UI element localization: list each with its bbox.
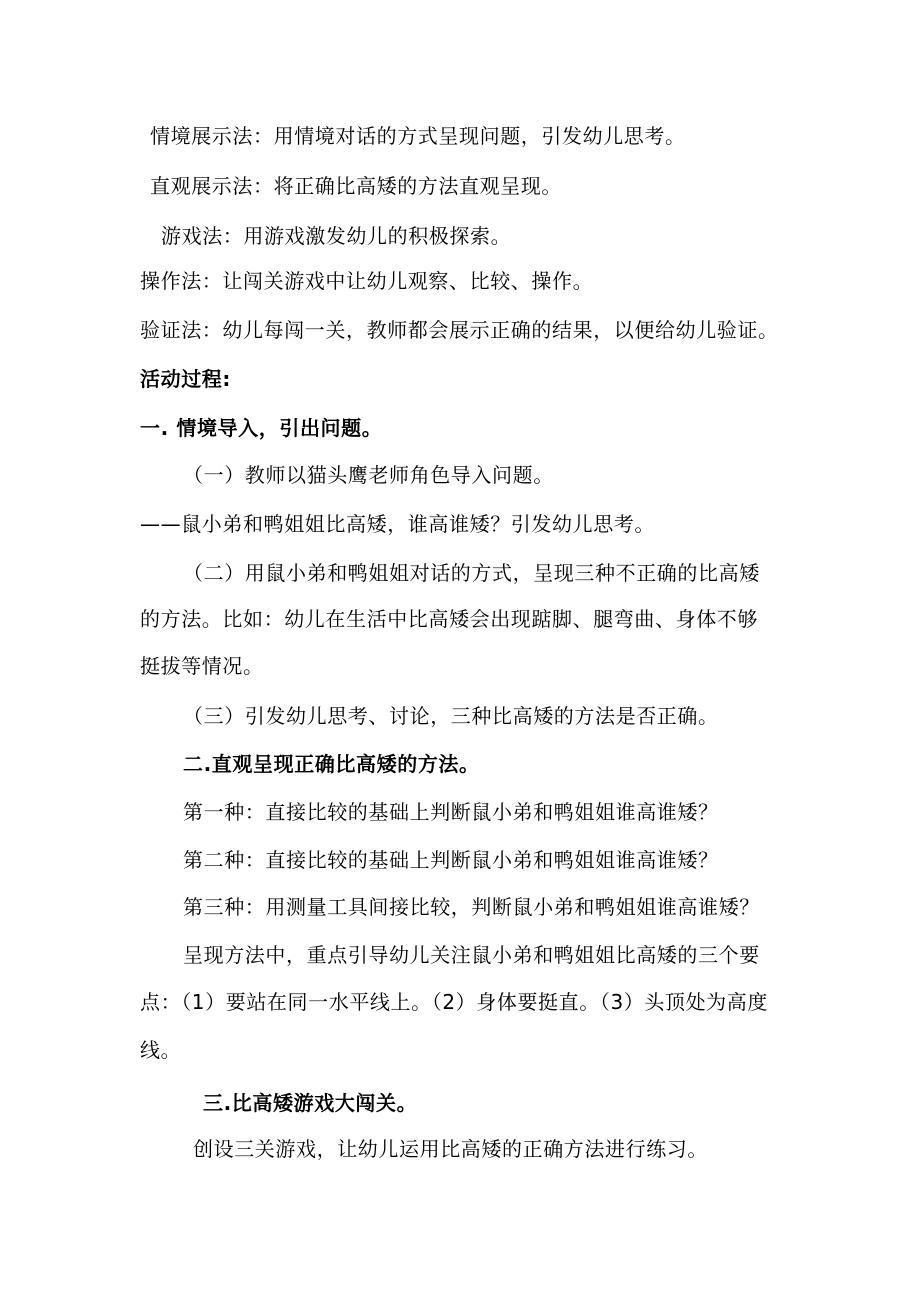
section-one-item-2-line-1: （二）用鼠小弟和鸭姐姐对话的方式，呈现三种不正确的比高矮	[183, 561, 760, 585]
section-two-method-2: 第二种：直接比较的基础上判断鼠小弟和鸭姐姐谁高谁矮？	[183, 848, 719, 872]
section-two-points-line-1: 呈现方法中，重点引导幼儿关注鼠小弟和鸭姐姐比高矮的三个要	[183, 943, 760, 967]
section-two-points-line-2: 点：（1）要站在同一水平线上。（2）身体要挺直。（3）头顶处为高度	[140, 990, 768, 1014]
section-one-item-2-line-3: 挺拔等情况。	[140, 654, 264, 678]
section-one-dash-line: ——鼠小弟和鸭姐姐比高矮，谁高谁矮？引发幼儿思考。	[140, 512, 655, 536]
method-visual: 直观展示法：将正确比高矮的方法直观呈现。	[150, 174, 562, 198]
section-two-method-3: 第三种：用测量工具间接比较，判断鼠小弟和鸭姐姐谁高谁矮？	[183, 895, 760, 919]
section-two-method-1: 第一种：直接比较的基础上判断鼠小弟和鸭姐姐谁高谁矮？	[183, 800, 719, 824]
method-situation: 情境展示法：用情境对话的方式呈现问题，引发幼儿思考。	[150, 124, 686, 148]
section-one-item-1: （一）教师以猫头鹰老师角色导入问题。	[183, 463, 554, 487]
section-three-description: 创设三关游戏，让幼儿运用比高矮的正确方法进行练习。	[193, 1137, 708, 1161]
section-one-item-2-line-2: 的方法。比如：幼儿在生活中比高矮会出现踮脚、腿弯曲、身体不够	[140, 607, 758, 631]
method-verification: 验证法：幼儿每闯一关，教师都会展示正确的结果，以便给幼儿验证。	[140, 318, 779, 342]
section-one-item-3: （三）引发幼儿思考、讨论，三种比高矮的方法是否正确。	[183, 704, 719, 728]
section-three-heading: 三.比高矮游戏大闯关。	[203, 1091, 418, 1115]
method-operation: 操作法：让闯关游戏中让幼儿观察、比较、操作。	[140, 269, 594, 293]
section-two-points-line-3: 线。	[140, 1038, 182, 1062]
activity-process-heading: 活动过程:	[140, 367, 231, 391]
section-one-heading: 一. 情境导入，引出问题。	[140, 416, 383, 440]
section-two-heading: 二.直观呈现正确比高矮的方法。	[183, 752, 480, 776]
method-game: 游戏法：用游戏激发幼儿的积极探索。	[161, 224, 512, 248]
